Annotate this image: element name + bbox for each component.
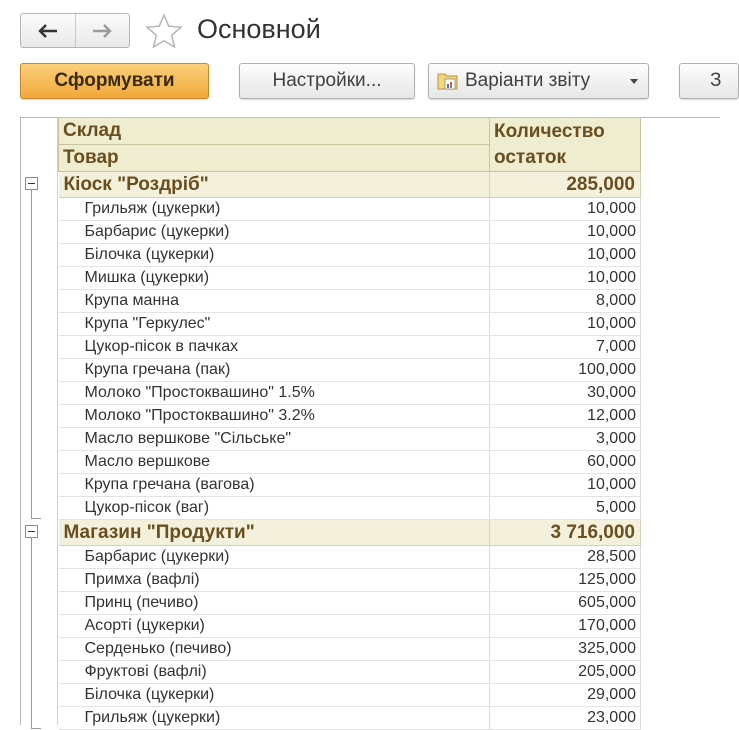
product-quantity: 605,000 — [490, 592, 641, 615]
table-row[interactable] — [59, 569, 641, 592]
product-name: Грильяж (цукерки) — [59, 707, 490, 730]
column-header-quantity-line1: Количество — [494, 121, 605, 142]
column-header-warehouse: Склад — [59, 118, 490, 145]
collapse-icon[interactable] — [25, 177, 38, 190]
product-name: Крупа манна — [59, 290, 490, 313]
table-row[interactable] — [59, 428, 641, 451]
tree-connector-line — [31, 538, 32, 728]
product-name: Асорті (цукерки) — [59, 615, 490, 638]
product-quantity: 7,000 — [490, 336, 641, 359]
table-row[interactable] — [59, 336, 641, 359]
star-icon[interactable] — [145, 13, 183, 49]
folder-report-icon — [437, 70, 459, 92]
product-name: Цукор-пісок (ваг) — [59, 497, 490, 520]
product-name: Серденько (печиво) — [59, 638, 490, 661]
table-row[interactable] — [59, 267, 641, 290]
tree-connector-end — [31, 518, 41, 519]
product-quantity: 125,000 — [490, 569, 641, 592]
chevron-down-icon — [630, 79, 638, 84]
product-name: Крупа гречана (вагова) — [59, 474, 490, 497]
column-header-quantity — [490, 118, 641, 172]
product-name: Масло вершкове — [59, 451, 490, 474]
table-row[interactable] — [59, 405, 641, 428]
table-row[interactable] — [59, 290, 641, 313]
table-row[interactable] — [59, 615, 641, 638]
product-quantity: 28,500 — [490, 546, 641, 569]
forward-button[interactable] — [75, 14, 130, 47]
table-row[interactable] — [59, 546, 641, 569]
table-row[interactable] — [59, 221, 641, 244]
header-row — [59, 118, 641, 145]
product-name: Крупа "Геркулес" — [59, 313, 490, 336]
table-row[interactable] — [59, 497, 641, 520]
report-variants-label: Варіанти звіту — [465, 70, 591, 91]
product-name: Принц (печиво) — [59, 592, 490, 615]
settings-button[interactable]: Настройки... — [239, 63, 415, 99]
product-quantity: 10,000 — [490, 221, 641, 244]
tree-connector-line — [31, 190, 32, 518]
table-row[interactable] — [59, 638, 641, 661]
table-row[interactable] — [59, 661, 641, 684]
product-quantity: 60,000 — [490, 451, 641, 474]
product-name: Грильяж (цукерки) — [59, 198, 490, 221]
table-row[interactable] — [59, 684, 641, 707]
generate-button[interactable]: Сформувати — [20, 63, 209, 99]
group-row[interactable] — [59, 172, 641, 198]
product-name: Барбарис (цукерки) — [59, 221, 490, 244]
table-row[interactable] — [59, 359, 641, 382]
more-button[interactable]: З — [679, 63, 739, 99]
group-name: Магазин "Продукти" — [59, 520, 490, 546]
group-row[interactable] — [59, 520, 641, 546]
product-quantity: 29,000 — [490, 684, 641, 707]
product-quantity: 10,000 — [490, 198, 641, 221]
group-total: 285,000 — [490, 172, 641, 198]
product-quantity: 10,000 — [490, 244, 641, 267]
product-quantity: 10,000 — [490, 474, 641, 497]
product-quantity: 205,000 — [490, 661, 641, 684]
column-header-product: Товар — [59, 145, 490, 172]
product-quantity: 12,000 — [490, 405, 641, 428]
product-quantity: 100,000 — [490, 359, 641, 382]
product-quantity: 325,000 — [490, 638, 641, 661]
product-name: Білочка (цукерки) — [59, 244, 490, 267]
product-quantity: 10,000 — [490, 267, 641, 290]
table-row[interactable] — [59, 198, 641, 221]
product-quantity: 30,000 — [490, 382, 641, 405]
product-quantity: 3,000 — [490, 428, 641, 451]
product-quantity: 10,000 — [490, 313, 641, 336]
table-row[interactable] — [59, 244, 641, 267]
product-name: Молоко "Простоквашино" 1.5% — [59, 382, 490, 405]
report-table — [58, 117, 641, 730]
product-name: Масло вершкове "Сільське" — [59, 428, 490, 451]
product-name: Фруктові (вафлі) — [59, 661, 490, 684]
collapse-icon[interactable] — [25, 525, 38, 538]
product-quantity: 23,000 — [490, 707, 641, 730]
page-title: Основной — [197, 14, 321, 44]
product-quantity: 170,000 — [490, 615, 641, 638]
report-border — [20, 117, 21, 725]
product-name: Крупа гречана (пак) — [59, 359, 490, 382]
group-total: 3 716,000 — [490, 520, 641, 546]
report-variants-button[interactable] — [428, 63, 649, 99]
navigation-buttons — [20, 13, 130, 48]
arrow-left-icon — [37, 23, 59, 39]
product-quantity: 8,000 — [490, 290, 641, 313]
table-row[interactable] — [59, 451, 641, 474]
product-quantity: 5,000 — [490, 497, 641, 520]
group-name: Кіоск "Роздріб" — [59, 172, 490, 198]
product-name: Мишка (цукерки) — [59, 267, 490, 290]
table-row[interactable] — [59, 313, 641, 336]
arrow-right-icon — [91, 23, 113, 39]
table-row[interactable] — [59, 707, 641, 730]
product-name: Молоко "Простоквашино" 3.2% — [59, 405, 490, 428]
table-row[interactable] — [59, 382, 641, 405]
back-button[interactable] — [21, 14, 75, 47]
product-name: Барбарис (цукерки) — [59, 546, 490, 569]
product-name: Примха (вафлі) — [59, 569, 490, 592]
product-name: Білочка (цукерки) — [59, 684, 490, 707]
table-row[interactable] — [59, 474, 641, 497]
report-table-area — [20, 117, 720, 725]
tree-connector-end — [31, 728, 41, 729]
product-name: Цукор-пісок в пачках — [59, 336, 490, 359]
column-header-quantity-line2: остаток — [494, 147, 566, 168]
table-row[interactable] — [59, 592, 641, 615]
